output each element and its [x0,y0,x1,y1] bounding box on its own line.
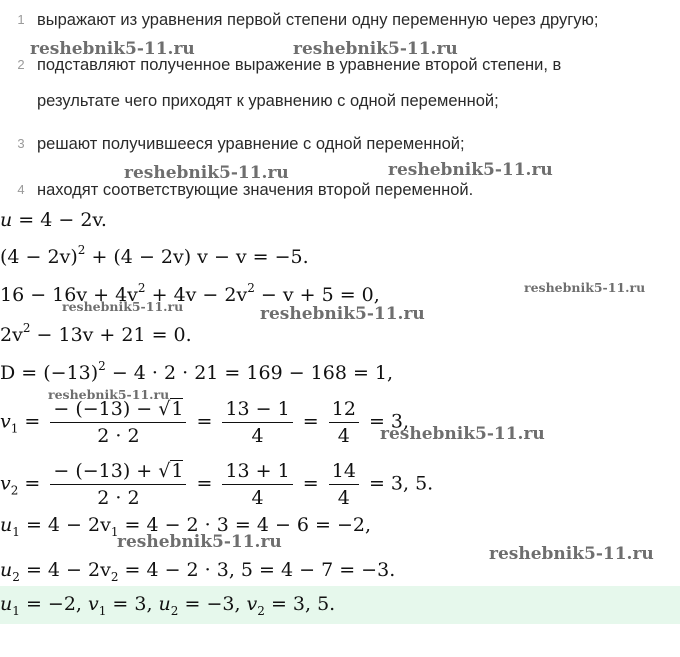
watermark: reshebnik5-11.ru [48,387,170,402]
term: (4 − 2v) [0,246,78,268]
subscript: 1 [12,525,20,539]
equation-u [0,209,107,231]
watermark: reshebnik5-11.ru [30,39,195,59]
subscript: 1 [98,604,107,618]
subscript: 2 [12,570,20,584]
term: = 4 − 2v [25,514,111,536]
subscript: 1 [10,421,19,436]
term: = 4 − 2v [25,559,111,581]
numerator: 13 + 1 [225,460,290,482]
fraction [222,460,292,509]
numerator: − (−13) − [53,398,159,420]
equation-u2 [0,559,396,584]
radicand: 1 [171,460,184,482]
term: − v + 5 = 0, [260,284,380,306]
term: + (4 − 2v) v − v = −5. [91,246,309,268]
eq-rhs: = 4 − 2v. [18,209,107,231]
var: v [246,593,258,615]
var: u [0,593,13,615]
term: 2v [0,324,23,346]
numerator: 13 − 1 [225,398,290,420]
step-text: выражают из уравнения первой степени одну переменную через другую; [37,11,599,29]
step-number: 2 [17,57,25,72]
equation-substituted [0,243,309,268]
answer-text [0,593,336,618]
term: − 4 · 2 · 21 = 169 − 168 = 1, [111,362,394,384]
var: v [87,593,99,615]
subscript: 1 [110,525,119,539]
result: = 3, 5. [368,472,434,495]
exponent: 2 [22,321,31,335]
watermark: reshebnik5-11.ru [524,280,646,295]
watermark: reshebnik5-11.ru [380,424,545,444]
watermark: reshebnik5-11.ru [62,299,184,314]
denominator: 2 · 2 [50,422,186,447]
var: v [0,410,11,433]
fraction [50,460,186,509]
denominator: 4 [222,422,292,447]
watermark: reshebnik5-11.ru [260,304,425,324]
var: v [0,472,11,495]
fraction [329,398,359,447]
denominator: 2 · 2 [50,484,186,509]
numerator: − (−13) + [53,460,159,482]
term: − 13v + 21 = 0. [36,324,192,346]
value: = 3, [112,593,159,615]
equation-expanded [0,281,380,306]
exponent: 2 [98,359,106,373]
term: = 4 − 2 · 3 = 4 − 6 = −2, [124,514,372,536]
denominator: 4 [222,484,292,509]
equation-v1: $v_1$ = $\frac{- (-13) - √1}{2 \cdot 2}$ = $\frac{13 - 1}{4}$ = $\frac{12}{4}$ = 3, [0,398,410,447]
fraction [50,398,186,447]
step-text: подставляют полученное выражение в уравнение второй степени, в [37,56,562,74]
watermark: reshebnik5-11.ru [388,160,553,180]
sqrt-icon: √ [158,460,171,482]
var: u [0,559,13,581]
equation-v2: $v_2$ = $\frac{- (-13) + √1}{2 \cdot 2}$ = $\frac{13 + 1}{4}$ = $\frac{14}{4}$ = 3, 5. [0,460,434,509]
equation-quadratic [0,321,192,346]
step-number: 4 [17,182,25,197]
subscript: 2 [170,604,179,618]
step-text: решают получившееся уравнение с одной переменной; [37,135,465,153]
var: u [0,209,13,231]
denominator: 4 [329,422,359,447]
radicand: 1 [171,398,184,420]
result: = 3, [368,410,410,433]
answer-highlight [0,586,680,624]
step-text: результате чего приходят к уравнению с одной переменной; [37,92,499,110]
step-text: находят соответствующие значения второй переменной. [37,181,474,199]
step-number: 3 [17,136,25,151]
watermark: reshebnik5-11.ru [489,544,654,564]
fraction [329,460,359,509]
var: u [158,593,171,615]
watermark: reshebnik5-11.ru [117,532,282,552]
denominator: 4 [329,484,359,509]
value: = 3, 5. [270,593,336,615]
step-number: 1 [17,12,25,27]
term: D = (−13) [0,362,99,384]
subscript: 2 [110,570,119,584]
value: = −3, [184,593,247,615]
sqrt-icon: √ [158,398,171,420]
watermark: reshebnik5-11.ru [293,39,458,59]
equation-discriminant [0,359,394,384]
value: = −2, [25,593,88,615]
numerator: 12 [331,398,356,420]
fraction [222,398,292,447]
subscript: 1 [12,604,20,618]
exponent: 2 [247,281,255,295]
var: u [0,514,13,536]
subscript: 2 [257,604,265,618]
watermark: reshebnik5-11.ru [124,163,289,183]
numerator: 14 [331,460,356,482]
subscript: 2 [10,483,19,498]
exponent: 2 [137,281,146,295]
term: 16 − 16v + 4v [0,284,138,306]
exponent: 2 [77,243,86,257]
term: + 4v − 2v [151,284,248,306]
term: = 4 − 2 · 3, 5 = 4 − 7 = −3. [124,559,396,581]
